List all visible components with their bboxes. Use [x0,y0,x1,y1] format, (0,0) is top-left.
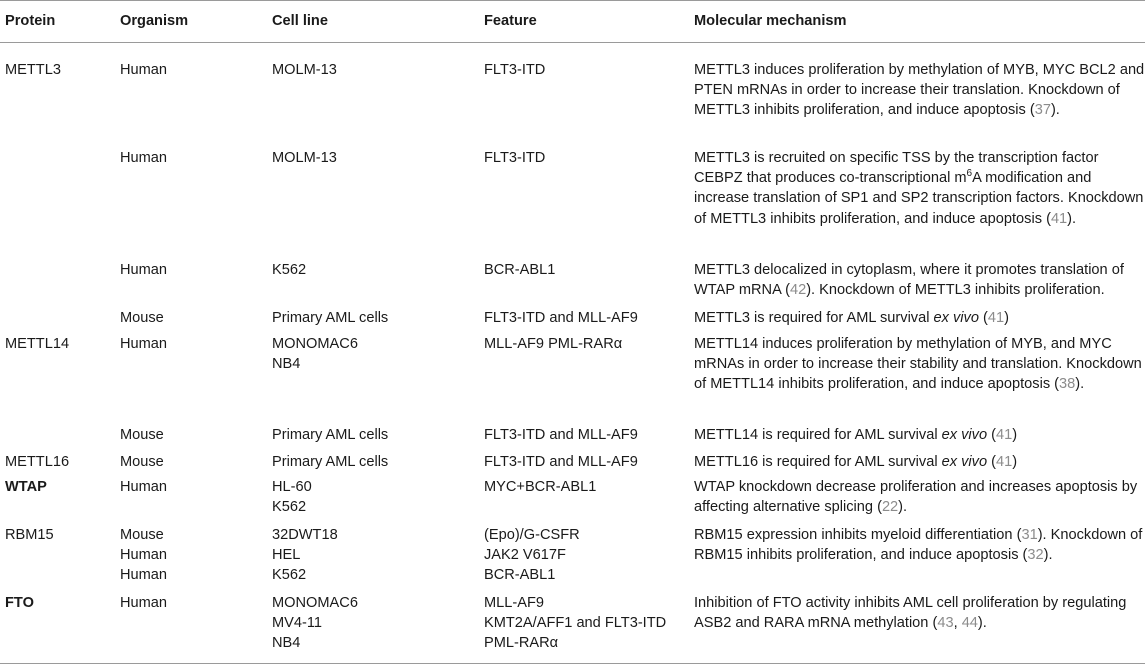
cell-line-cell-line: 32DWT18 [272,527,338,543]
reference-link: 41 [995,454,1013,470]
cell-line-cell-line: K562 [272,567,307,584]
feature-cell-line: FLT3-ITD and MLL-AF9 [484,427,638,443]
reference-link: 41 [987,310,1005,326]
mechanism-cell: METTL14 induces proliferation by methylation of MYB, and MYC mRNAs in order to increase their stability and translation. Knockdown of METTL14 inhibits proliferation, and induce apoptosis (38). [694,336,1142,393]
cell-line-cell-line: MV4-11 [272,615,323,632]
organism-cell [120,60,167,80]
mechanism-cell: METTL14 is required for AML survival ex vivo (41) [694,427,1018,443]
mechanism-cell: RBM15 expression inhibits myeloid differentiation (31). Knockdown of RBM15 inhibits proliferation, and induce apoptosis (32). [694,527,1143,564]
cell-line-cell-line: MOLM-13 [272,150,337,166]
reference-link: 41 [1050,210,1068,227]
feature-cell-line: PML-RARα [484,635,559,652]
cell-line-cell-line: HEL [272,547,301,564]
header-protein: Protein [5,13,56,29]
cell-line-cell-line: Primary AML cells [272,310,389,326]
reference-link: 41 [995,427,1013,443]
organism-cell-line: Human [120,62,168,78]
mechanism-cell: METTL3 is required for AML survival ex vivo (41) [694,310,1009,326]
organism-cell-line: Human [120,547,168,564]
cell-line-cell [272,308,388,328]
italic-term: ex vivo [933,310,979,326]
feature-cell-line: BCR-ABL1 [484,262,556,278]
mechanism-cell: WTAP knockdown decrease proliferation and increases apoptosis by affecting alternative splicing (22). [694,479,1138,516]
header-feature: Feature [484,13,537,29]
feature-cell-line: BCR-ABL1 [484,567,556,584]
feature-cell [484,334,622,354]
feature-cell-line: FLT3-ITD and MLL-AF9 [484,310,638,326]
organism-cell [120,308,164,328]
feature-cell [484,60,545,80]
cell-line-cell [272,60,337,80]
table-bottom-rule [0,663,1145,664]
protein-cell: METTL14 [5,336,70,352]
organism-cell [120,477,167,497]
cell-line-cell [272,260,306,280]
protein-cell: WTAP [5,479,47,495]
organism-cell [120,148,167,168]
feature-cell-line: KMT2A/AFF1 and FLT3-ITD [484,615,667,632]
header-cell-line: Cell line [272,13,328,29]
cell-line-cell [272,425,388,445]
feature-cell-line: FLT3-ITD and MLL-AF9 [484,454,638,470]
cell-line-cell-line: MONOMAC6 [272,336,358,352]
feature-cell [484,260,555,280]
organism-cell [120,260,167,280]
reference-link: 37 [1034,102,1051,119]
header-molecular-mechanism: Molecular mechanism [694,13,847,29]
table-header-rule [0,42,1145,43]
cell-line-cell-line: MOLM-13 [272,62,337,78]
organism-cell-line: Mouse [120,454,164,470]
reference-link: 42 [789,282,807,299]
feature-cell [484,593,666,654]
organism-cell-line: Mouse [120,427,164,443]
italic-term: ex vivo [941,427,988,443]
organism-cell-line: Human [120,567,168,584]
mechanism-cell: METTL16 is required for AML survival ex vivo (41) [694,454,1018,470]
reference-link: 31 [1021,527,1038,543]
feature-cell [484,452,638,472]
feature-cell [484,148,545,168]
header-organism: Organism [120,13,189,29]
reference-link: 22 [881,499,899,516]
reference-link: 44 [961,615,978,632]
feature-cell-line: MLL-AF9 [484,595,545,611]
protein-cell: RBM15 [5,527,54,543]
organism-cell [120,425,164,445]
protein-cell: METTL3 [5,62,61,78]
cell-line-cell [272,593,358,654]
feature-cell-line: MYC+BCR-ABL1 [484,479,597,495]
mechanism-cell: METTL3 induces proliferation by methylation of MYB, MYC BCL2 and PTEN mRNAs in order to increase their translation. Knockdown of METTL3 inhibits proliferation, and induce apoptosis (37). [694,62,1145,119]
table-top-rule [0,0,1145,1]
organism-cell [120,334,167,354]
cell-line-cell-line: K562 [272,499,307,516]
organism-cell-line: Mouse [120,527,164,543]
organism-cell [120,525,167,586]
feature-cell-line: (Epo)/G-CSFR [484,527,580,543]
cell-line-cell [272,334,358,374]
cell-line-cell-line: MONOMAC6 [272,595,358,611]
organism-cell-line: Mouse [120,310,164,326]
reference-link: 38 [1059,376,1076,393]
superscript: 6 [966,168,973,180]
feature-cell-line: FLT3-ITD [484,62,546,78]
protein-cell: FTO [5,595,34,611]
reference-link: 32 [1027,547,1044,564]
organism-cell-line: Human [120,336,168,352]
mechanism-cell: METTL3 is recruited on specific TSS by the transcription factor CEBPZ that produces co-transcriptional $m^6A$ modification and increase translation of SP1 and SP2 transcription factors. Knockdown of METTL3 inhibits proliferation, and induce apoptosis (41). [694,150,1144,227]
cell-line-cell-line: Primary AML cells [272,427,389,443]
feature-cell-line: JAK2 V617F [484,547,566,564]
organism-cell-line: Human [120,150,168,166]
cell-line-cell-line: Primary AML cells [272,454,389,470]
mechanism-cell: Inhibition of FTO activity inhibits AML cell proliferation by regulating ASB2 and RARA mRNA methylation (43, 44). [694,595,1127,632]
feature-cell [484,525,580,586]
italic-term: ex vivo [941,454,988,470]
cell-line-cell [272,477,312,517]
cell-line-cell-line: HL-60 [272,479,312,495]
organism-cell-line: Human [120,262,168,278]
reference-link: 43 [937,615,954,632]
cell-line-cell [272,148,337,168]
organism-cell-line: Human [120,595,168,611]
protein-cell: METTL16 [5,454,70,470]
mechanism-cell: METTL3 delocalized in cytoplasm, where it promotes translation of WTAP mRNA (42). Knockdown of METTL3 inhibits proliferation. [694,262,1124,299]
organism-cell [120,593,167,613]
organism-cell-line: Human [120,479,168,495]
feature-cell-line: FLT3-ITD [484,150,546,166]
cell-line-cell-line: NB4 [272,356,301,373]
feature-cell [484,477,596,497]
feature-cell [484,425,638,445]
cell-line-cell-line: K562 [272,262,307,278]
cell-line-cell [272,525,338,586]
organism-cell [120,452,164,472]
feature-cell-line: MLL-AF9 PML-RARα [484,336,623,352]
cell-line-cell-line: NB4 [272,635,301,652]
cell-line-cell [272,452,388,472]
feature-cell [484,308,638,328]
